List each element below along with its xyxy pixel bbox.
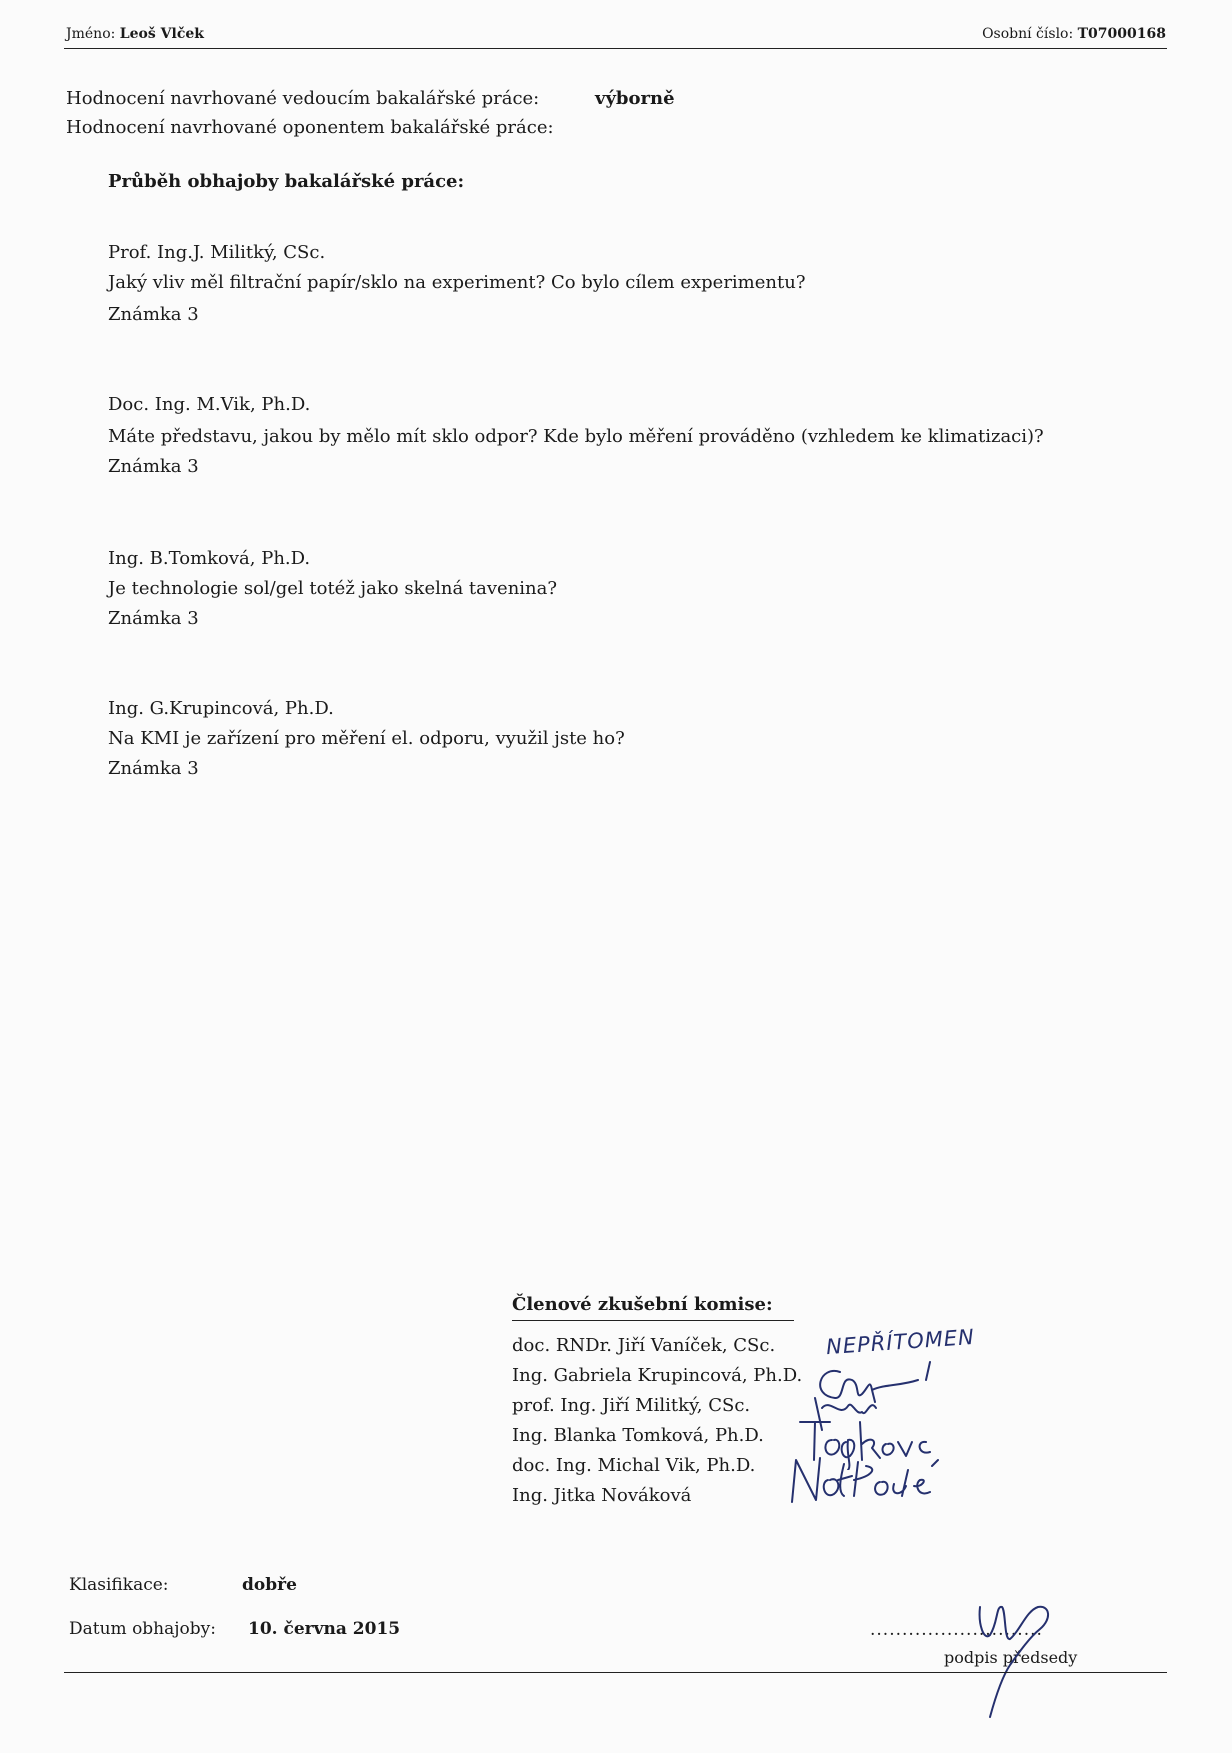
classification-value: dobře <box>242 1575 297 1595</box>
question-grade: Známka 3 <box>108 456 199 477</box>
committee-member: Ing. Jitka Nováková <box>512 1485 692 1506</box>
student-id <box>982 26 1166 42</box>
examiner-name: Doc. Ing. M.Vik, Ph.D. <box>108 394 311 415</box>
examiner-name: Ing. G.Krupincová, Ph.D. <box>108 698 334 719</box>
supervisor-evaluation-value: výborně <box>595 88 675 109</box>
signature-dots: ........................... <box>870 1620 1043 1640</box>
committee-heading: Členové zkušební komise: <box>512 1294 773 1315</box>
supervisor-evaluation-label: Hodnocení navrhované vedoucím bakalářské práce: <box>66 88 540 109</box>
student-name-value: Leoš Vlček <box>119 26 204 42</box>
committee-member: Ing. Blanka Tomková, Ph.D. <box>512 1425 764 1446</box>
defense-heading: Průběh obhajoby bakalářské práce: <box>108 171 465 192</box>
show-through-texture <box>560 70 593 119</box>
committee-member: Ing. Gabriela Krupincová, Ph.D. <box>512 1365 803 1386</box>
header-rule <box>64 48 1167 49</box>
footer-rule <box>64 1672 1167 1673</box>
examiner-name: Ing. B.Tomková, Ph.D. <box>108 548 311 569</box>
examiner-question: Jaký vliv měl filtrační papír/sklo na experiment? Co bylo cílem experimentu? <box>108 272 806 293</box>
question-grade: Známka 3 <box>108 758 199 779</box>
examiner-name: Prof. Ing.J. Militký, CSc. <box>108 242 326 263</box>
committee-member: doc. Ing. Michal Vik, Ph.D. <box>512 1455 756 1476</box>
signature-novakova <box>782 1440 982 1510</box>
committee-heading-underline <box>512 1320 794 1321</box>
question-grade: Známka 3 <box>108 608 199 629</box>
examiner-question: Máte představu, jakou by mělo mít sklo odpor? Kde bylo měření prováděno (vzhledem ke klimatizaci)? <box>108 426 1044 447</box>
committee-member: doc. RNDr. Jiří Vaníček, CSc. <box>512 1335 776 1356</box>
signature-label: podpis předsedy <box>944 1648 1078 1667</box>
student-name <box>66 26 204 42</box>
student-name-label: Jméno: <box>66 26 116 42</box>
classification-label: Klasifikace: <box>69 1575 169 1595</box>
opponent-evaluation-label: Hodnocení navrhované oponentem bakalářské práce: <box>66 117 554 138</box>
defense-date-label: Datum obhajoby: <box>69 1619 216 1639</box>
examiner-question: Na KMI je zařízení pro měření el. odporu, využil jste ho? <box>108 728 625 749</box>
examiner-question: Je technologie sol/gel totéž jako skelná tavenina? <box>108 578 558 599</box>
question-grade: Známka 3 <box>108 304 199 325</box>
student-id-label: Osobní číslo: <box>982 26 1074 42</box>
chairman-signature <box>960 1585 1090 1725</box>
student-id-value: T07000168 <box>1077 26 1166 42</box>
committee-member: prof. Ing. Jiří Militký, CSc. <box>512 1395 751 1416</box>
defense-date-value: 10. června 2015 <box>248 1619 401 1639</box>
absent-note-handwritten: NEPŘÍTOMEN <box>825 1324 976 1360</box>
